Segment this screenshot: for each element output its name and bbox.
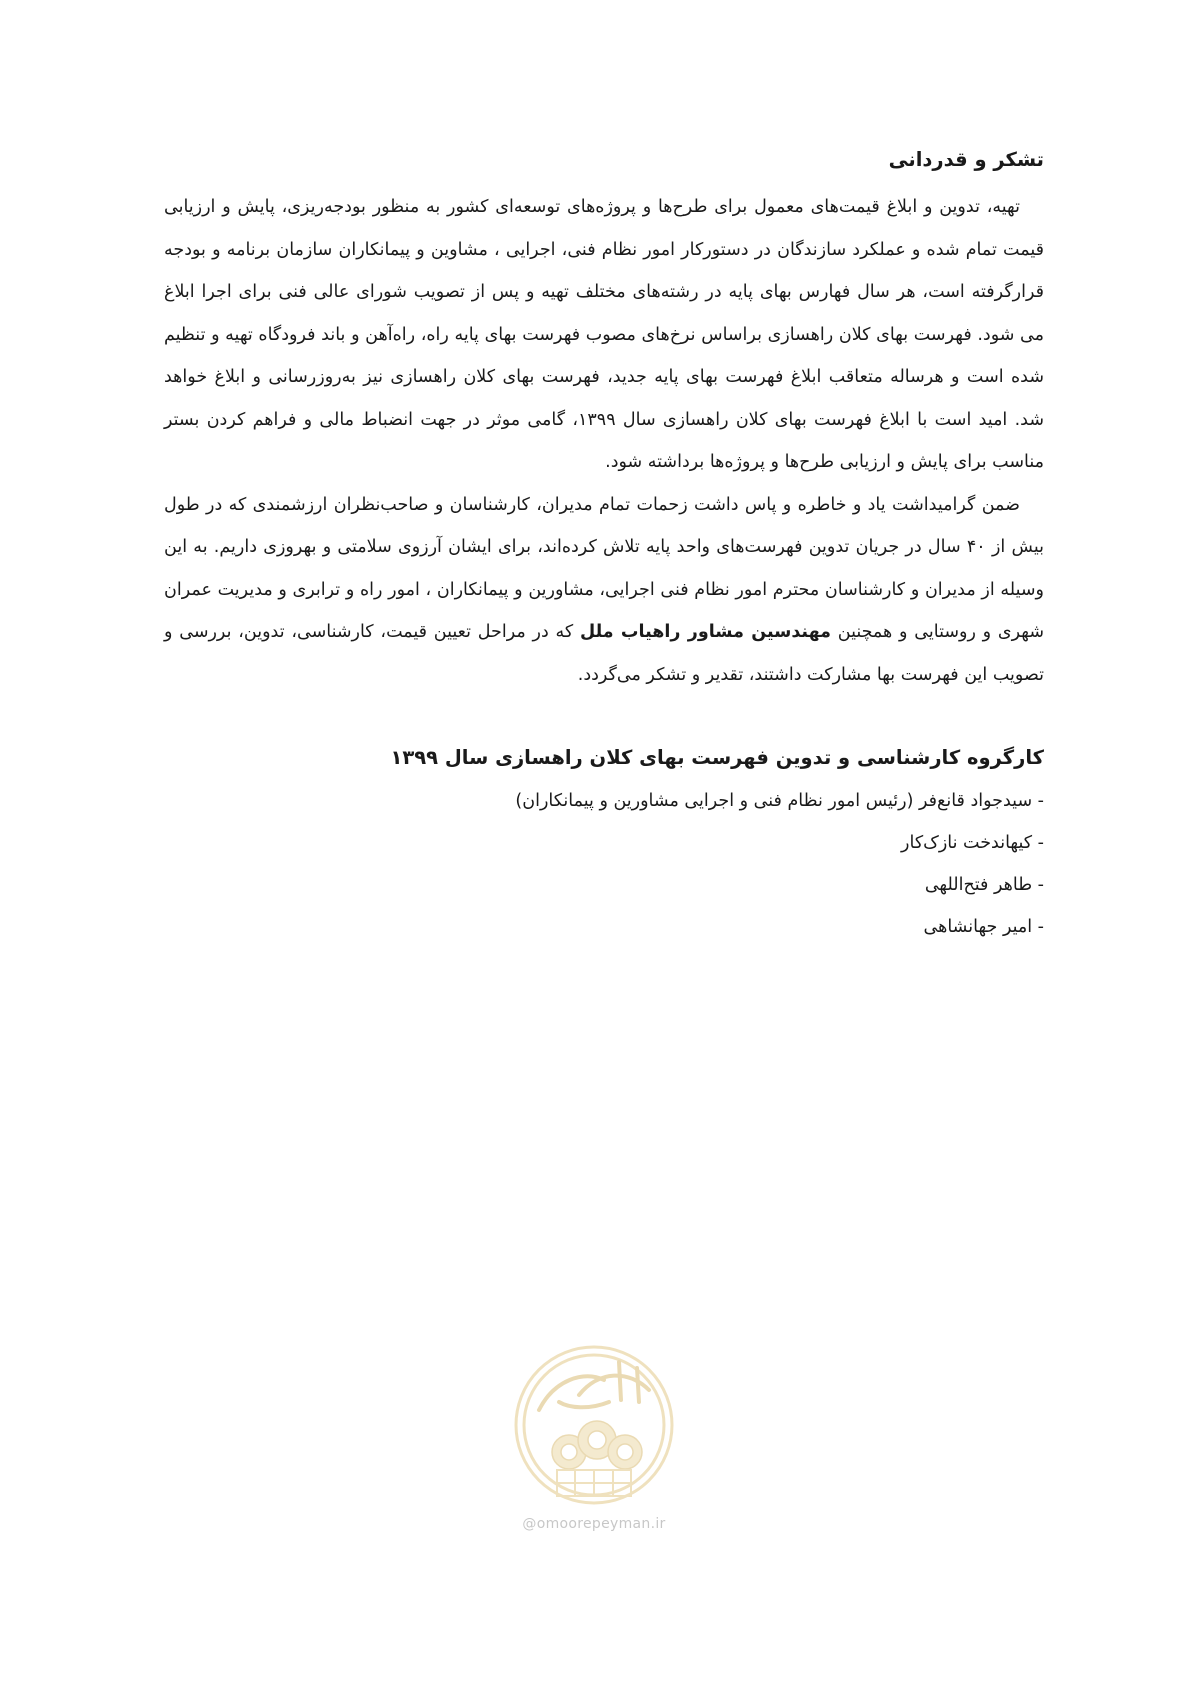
acknowledgement-paragraph-1: تهیه، تدوین و ابلاغ قیمت‌های معمول برای طرح‌ها و پروژه‌های توسعه‌ای کشور به منظور بودجه‌ریزی، پایش و ارزیابی قیمت تمام شده و عملکرد سازندگان در دستورکار امور نظام فنی، اجرایی ، مشاوین و پیمانکاران سازمان برنامه و بودجه قرارگرفته است، هر سال فهارس بهای پایه در رشته‌های مختلف تهیه و پس از تصویب شورای عالی فنی برای اجرا ابلاغ می شود. فهرست بهای کلان راهسازی براساس نرخ‌های مصوب فهرست بهای پایه راه، راه‌آهن و باند فرودگاه تهیه و تنظیم شده است و هرساله متعاقب ابلاغ فهرست بهای پایه جدید، فهرست بهای کلان راهسازی نیز به‌روزرسانی و ابلاغ خواهد شد. امید است با ابلاغ فهرست بهای کلان راهسازی سال ۱۳۹۹، گامی موثر در جهت انضباط مالی و فراهم کردن بستر مناسب برای پایش و ارزیابی طرح‌ها و پروژه‌ها برداشته شود.	[164, 197, 1044, 472]
team-member-item: - کیهاندخت نازک‌کار	[901, 833, 1044, 853]
watermark-logo-icon	[509, 1340, 679, 1510]
paragraph-2-text-end: که در مراحل تعیین قیمت، کارشناسی، تدوین، بررسی و تصویب این فهرست بها مشارکت داشتند، تقدیر و تشکر می‌گردد.	[164, 622, 1044, 685]
team-member-item: - طاهر فتح‌اللهی	[924, 875, 1044, 895]
team-member-item: - سیدجواد قانع‌فر (رئیس امور نظام فنی و اجرایی مشاورین و پیمانکاران)	[515, 791, 1044, 811]
consultant-name: مهندسین مشاور راهیاب ملل	[580, 622, 831, 642]
acknowledgement-title: تشکر و قدردانی	[888, 148, 1044, 171]
team-title: کارگروه کارشناسی و تدوین فهرست بهای کلان راهسازی سال ۱۳۹۹	[390, 746, 1044, 769]
team-member-item: - امیر جهانشاهی	[923, 917, 1044, 937]
acknowledgement-paragraph-2	[164, 484, 1044, 697]
watermark	[504, 1340, 684, 1532]
paragraph-2-text-start: ضمن گرامیداشت یاد و خاطره و پاس داشت زحمات تمام مدیران، کارشناسان و صاحب‌نظران ارزشمندی که در طول بیش از ۴۰ سال در جریان تدوین فهرست‌های واحد پایه تلاش کرده‌اند، برای ایشان آرزوی سلامتی و بهروزی داریم. به این وسیله از مدیران و کارشناسان محترم امور نظام فنی اجرایی، مشاورین و پیمانکاران ، امور راه و ترابری و مدیریت عمران شهری و روستایی و همچنین	[164, 494, 1044, 642]
team-member-list	[164, 780, 1044, 948]
watermark-url: @omoorepeyman.ir	[522, 1516, 666, 1532]
page-content	[164, 142, 1044, 948]
